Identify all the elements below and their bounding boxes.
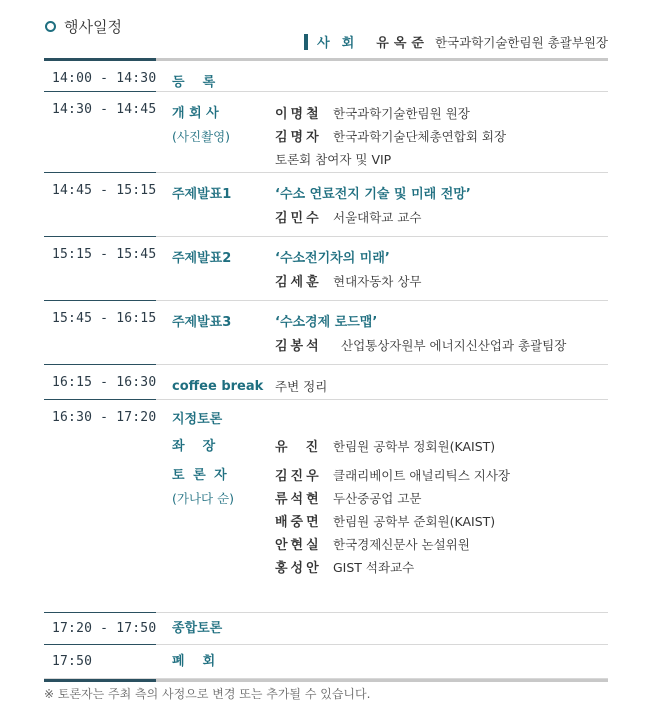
row-content: 이명철 한국과학기술한림원 원장 김명자 한국과학기술단체총연합회 회장 토론회 참여자 및 VIP	[275, 106, 507, 167]
schedule-row: 14:45 - 15:15 주제발표1 ‘수소 연료전지 기술 및 미래 전망’ 김민수 서울대학교 교수	[44, 173, 608, 237]
schedule-row: 14:30 - 14:45 개 회 사 (사진촬영) 이명철 한국과학기술한림원 원장 김명자 한국과학기술단체총연합회 회장 토론회 참여자 및 VIP	[44, 92, 608, 173]
schedule-row: 16:30 - 17:20 지정토론 좌 장 토 론 자 (가나다 순) 유 진 한림원 공학부 정회원(KAIST) 김진우 클래리베이트 애널리틱스 지사장 류석현 두산중공업 고문 배중면 한림원 공학부 준회원(KAIST) 안현실 한국경제신문사 논설위원 홍성안 GIST 석좌교수	[44, 400, 608, 613]
schedule-row: 15:45 - 16:15 주제발표3 ‘수소경제 로드맵’ 김봉석 산업통상자원부 에너지신산업과 총괄팀장	[44, 301, 608, 365]
accent-bar	[304, 34, 308, 50]
schedule-row: 17:50 폐 회	[44, 645, 608, 679]
schedule-table	[44, 58, 608, 682]
schedule-row: 17:20 - 17:50 종합토론	[44, 613, 608, 645]
schedule-row: 15:15 - 15:45 주제발표2 ‘수소전기차의 미래’ 김세훈 현대자동차 상무	[44, 237, 608, 301]
schedule-row: 16:15 - 16:30 coffee break 주변 정리	[44, 365, 608, 400]
schedule-row: 14:00 - 14:30 등 록	[44, 61, 608, 92]
footnote: ※ 토론자는 주최 측의 사정으로 변경 또는 추가될 수 있습니다.	[44, 687, 371, 701]
moderator-info: 사회 유옥준 한국과학기술한림원 총괄부원장	[304, 32, 608, 51]
circle-bullet-icon	[45, 21, 56, 32]
row-category: 개 회 사 (사진촬영)	[172, 106, 231, 144]
table-bottom-border	[44, 679, 608, 682]
section-title: 행사일정	[45, 15, 122, 37]
